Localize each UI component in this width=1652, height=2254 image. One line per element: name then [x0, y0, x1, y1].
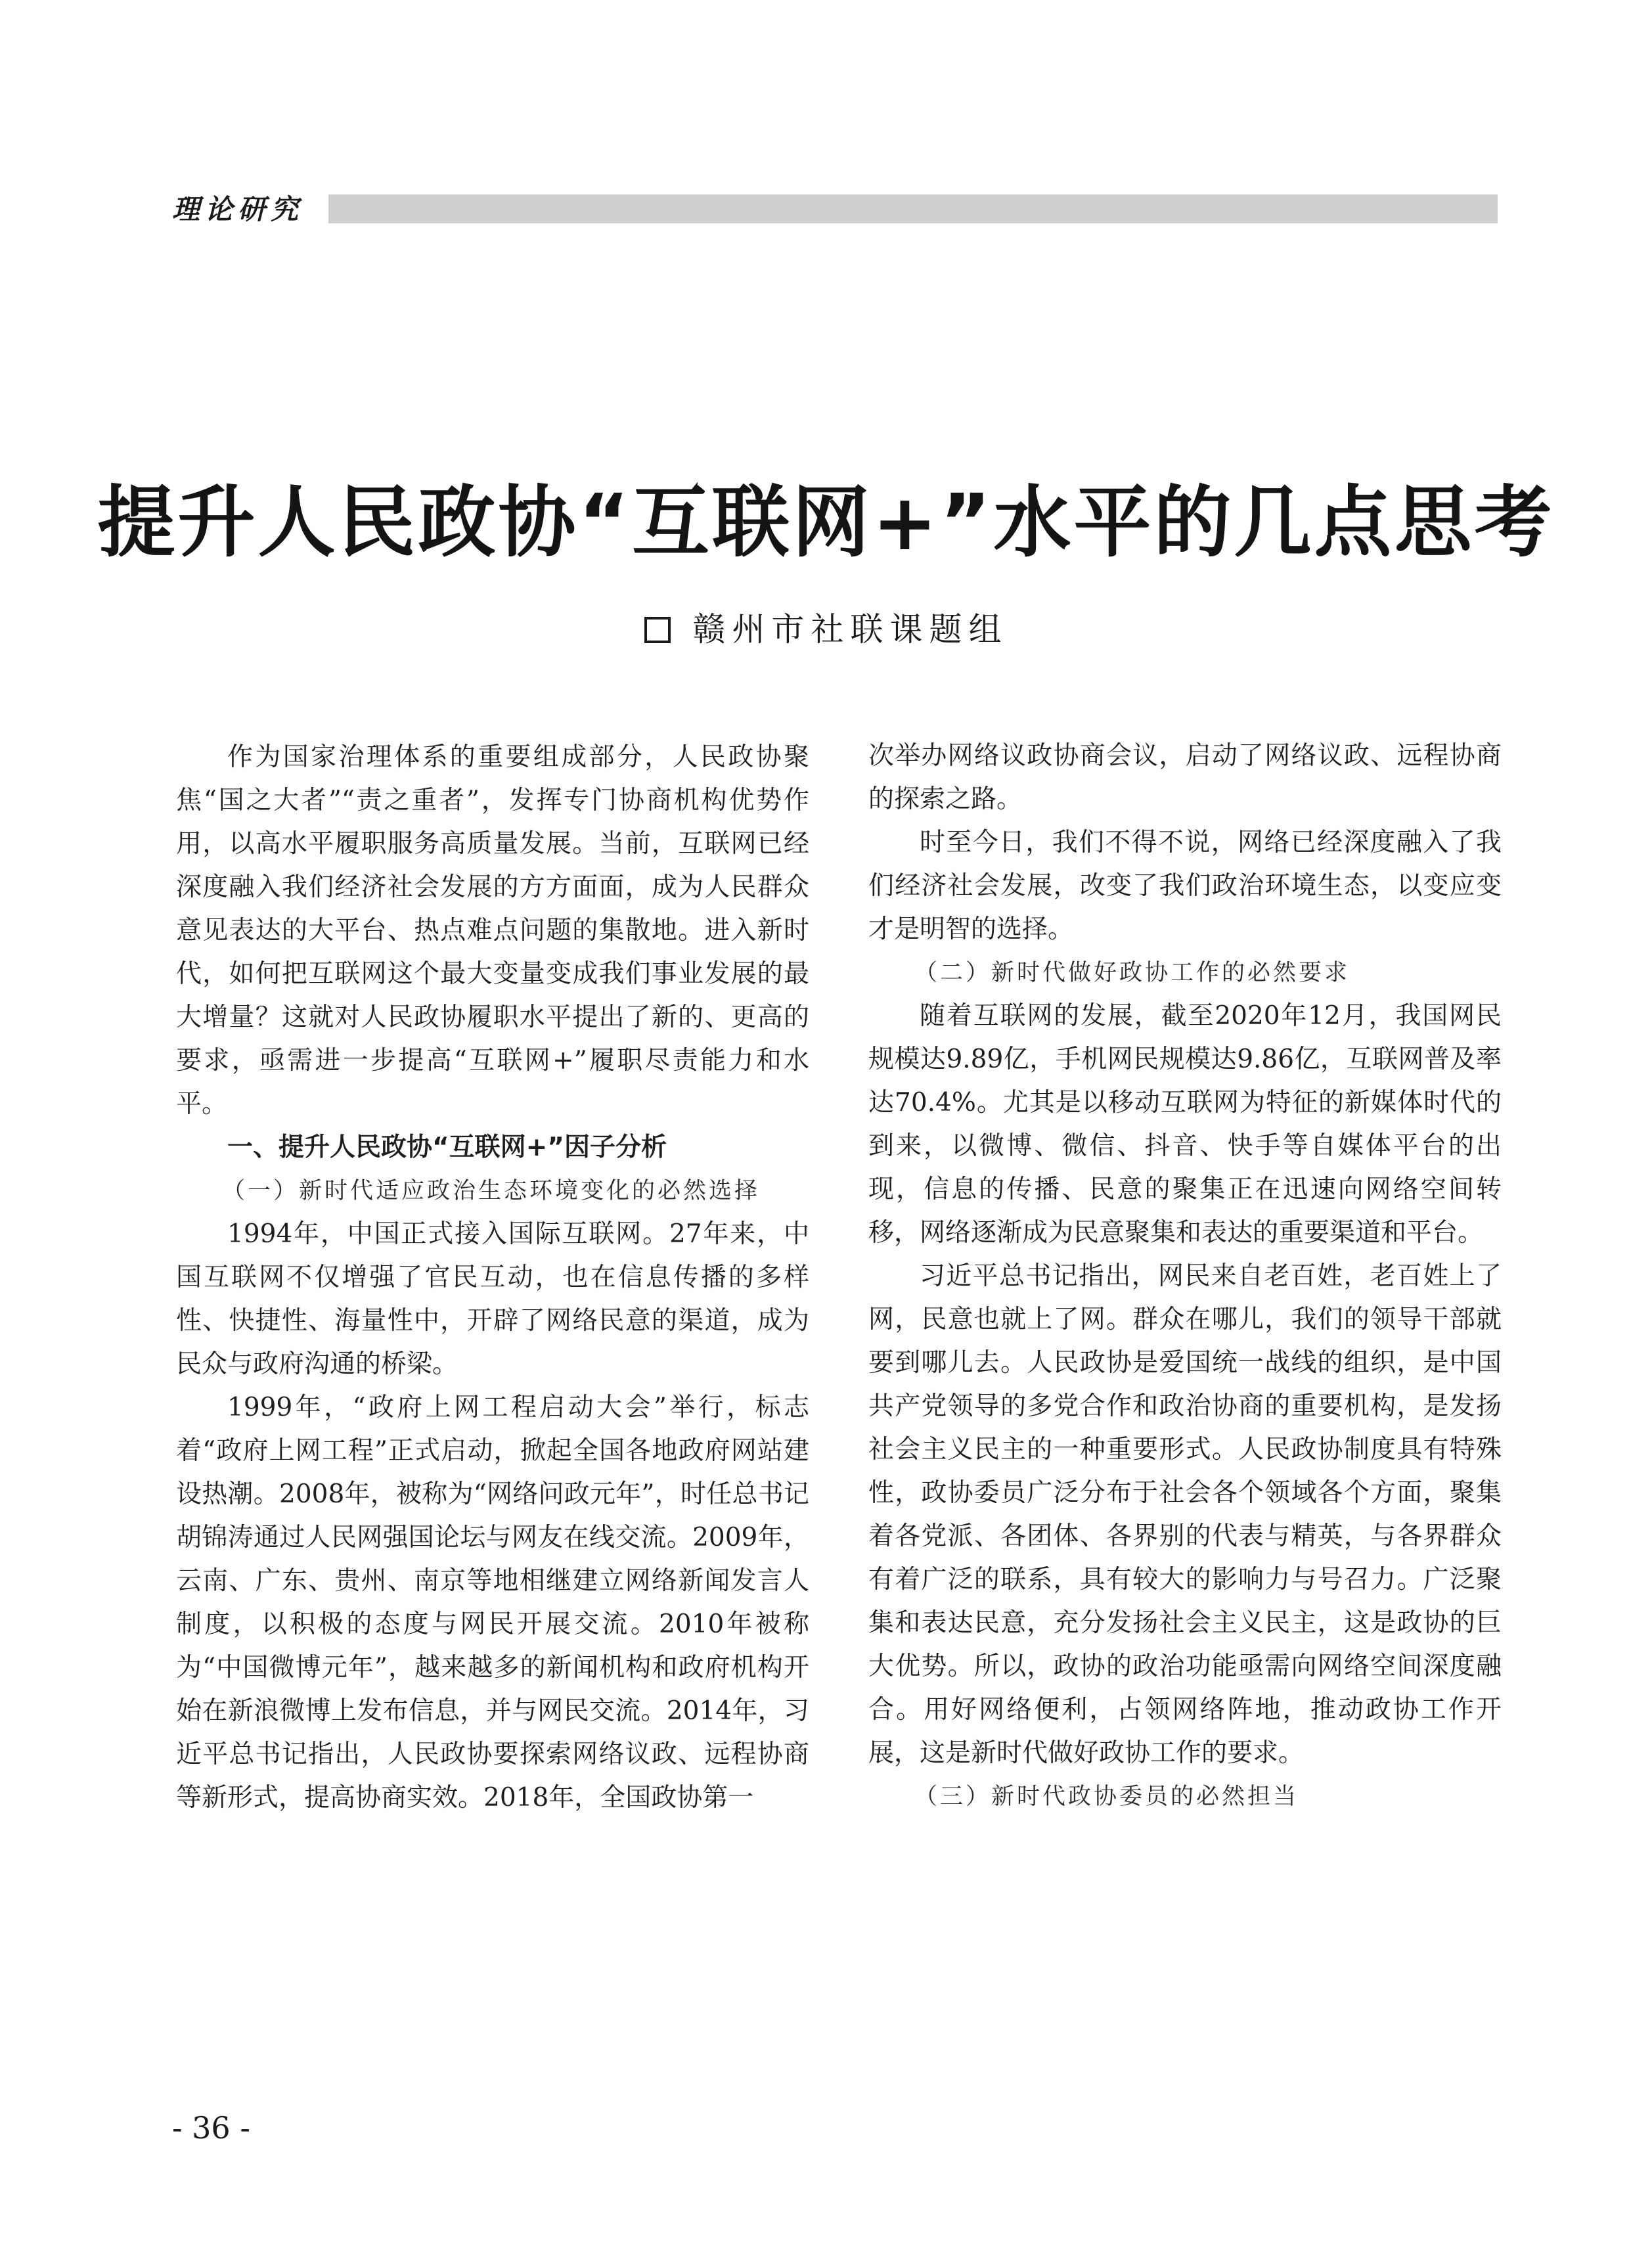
author-box-icon [644, 617, 671, 643]
section-label: 理论研究 [172, 193, 304, 225]
paragraph: 1999年，“政府上网工程启动大会”举行，标志着“政府上网工程”正式启动，掀起全国各地政府网站建设热潮。2008年，被称为“网络问政元年”，时任总书记胡锦涛通过人民网强国论坛与网友在线交流。2009年，云南、广东、贵州、南京等地相继建立网络新闻发言人制度，以积极的态度与网民开展交流。2010年被称为“中国微博元年”，越来越多的新闻机构和政府机构开始在新浪微博上发布信息，并与网民交流。2014年，习近平总书记指出，人民政协要探索网络议政、远程协商等新形式，提高协商实效。2018年，全国政协第一 [176, 1393, 809, 1813]
paragraph: 时至今日，我们不得不说，网络已经深度融入了我们经济社会发展，改变了我们政治环境生态，以变应变才是明智的选择。 [868, 828, 1502, 944]
page-number: - 36 - [172, 2110, 250, 2146]
subsection-heading: （三）新时代政协委员的必然担当 [914, 1784, 1299, 1810]
left-column [176, 736, 809, 2102]
paragraph: 习近平总书记指出，网民来自老百姓，老百姓上了网，民意也就上了网。群众在哪儿，我们的领导干部就要到哪儿去。人民政协是爱国统一战线的组织，是中国共产党领导的多党合作和政治协商的重要机构，是发扬社会主义民主的一种重要形式。人民政协制度具有特殊性，政协委员广泛分布于社会各个领域各个方面，聚集着各党派、各团体、各界别的代表与精英，与各界群众有着广泛的联系，具有较大的影响力与号召力。广泛聚集和表达民意，充分发扬社会主义民主，这是政协的巨大优势。所以，政协的政治功能亟需向网络空间深度融合。用好网络便利，占领网络阵地，推动政协工作开展，这是新时代做好政协工作的要求。 [868, 1261, 1502, 1768]
paragraph: 随着互联网的发展，截至2020年12月，我国网民规模达9.89亿，手机网民规模达9.86亿，互联网普及率达70.4%。尤其是以移动互联网为特征的新媒体时代的到来，以微博、微信、抖音、快手等自媒体平台的出现，信息的传播、民意的聚集正在迅速向网络空间转移，网络逐渐成为民意聚集和表达的重要渠道和平台。 [868, 1001, 1502, 1248]
article-title: 提升人民政协“互联网+”水平的几点思考 [97, 477, 1555, 568]
article-author: 赣州市社联课题组 [692, 610, 1008, 648]
right-column [868, 734, 1502, 2101]
section-heading: 一、提升人民政协“互联网+”因子分析 [227, 1133, 667, 1162]
paragraph: 1994年，中国正式接入国际互联网。27年来，中国互联网不仅增强了官民互动，也在信息传播的多样性、快捷性、海量性中，开辟了网络民意的渠道，成为民众与政府沟通的桥梁。 [176, 1219, 809, 1379]
subsection-heading: （二）新时代做好政协工作的必然要求 [914, 960, 1351, 986]
paragraph: 作为国家治理体系的重要组成部分，人民政协聚焦“国之大者”“责之重者”，发挥专门协商机构优势作用，以高水平履职服务高质量发展。当前，互联网已经深度融入我们经济社会发展的方方面面，成为人民群众意见表达的大平台、热点难点问题的集散地。进入新时代，如何把互联网这个最大变量变成我们事业发展的最大增量？这就对人民政协履职水平提出了新的、更高的要求，亟需进一步提高“互联网+”履职尽责能力和水平。 [176, 742, 809, 1119]
section-header-bar [328, 194, 1498, 223]
author-line [0, 603, 1652, 656]
paragraph: 次举办网络议政协商会议，启动了网络议政、远程协商的探索之路。 [868, 741, 1502, 814]
subsection-heading: （一）新时代适应政治生态环境变化的必然选择 [222, 1178, 761, 1204]
